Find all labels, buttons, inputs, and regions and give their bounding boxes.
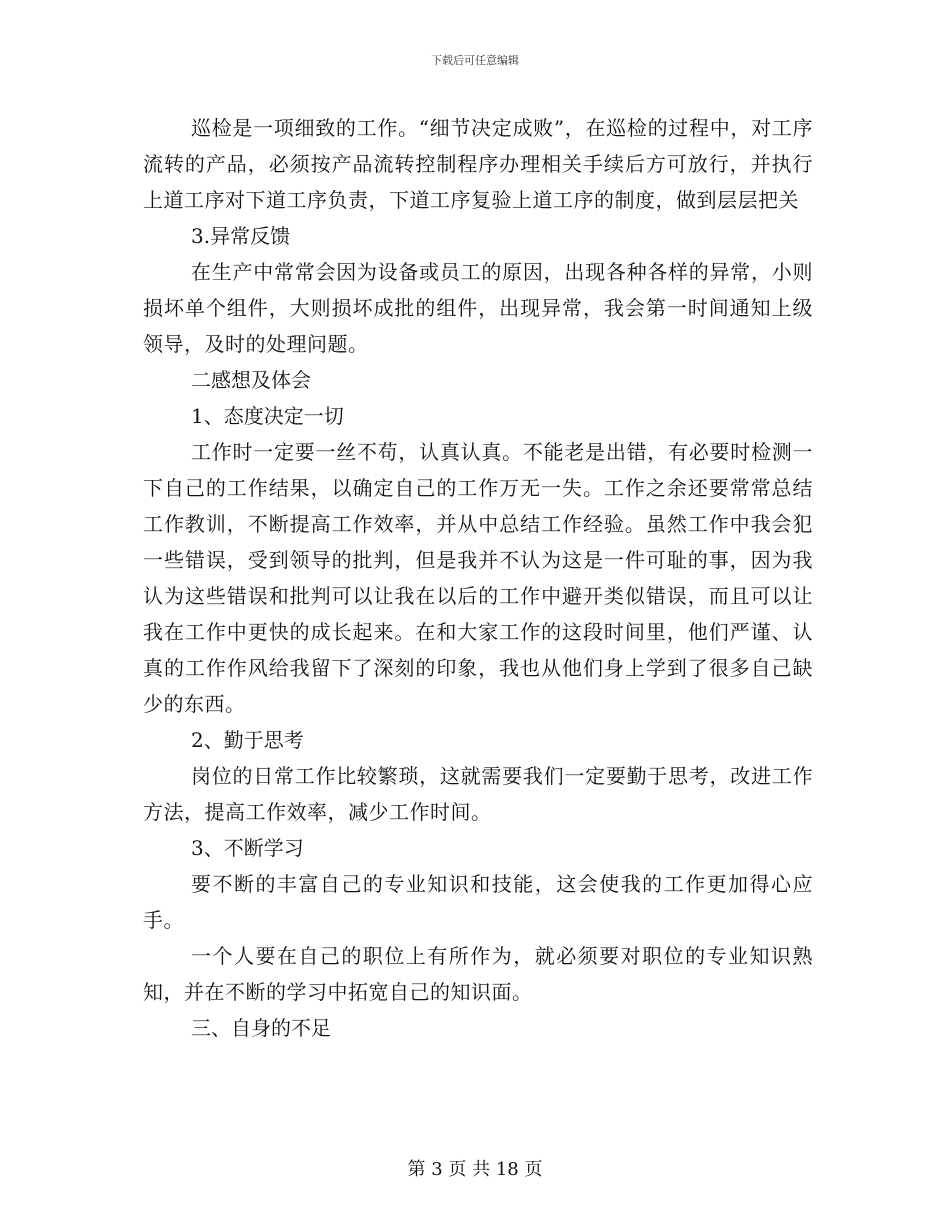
paragraph: 工作时一定要一丝不苟，认真认真。不能老是出错，有必要时检测一下自己的工作结果，以确定自己的工作万无一失。工作之余还要常常总结工作教训，不断提高工作效率，并从中总结工作经验。虽然工作中我会犯一些错误，受到领导的批判，但是我并不认为这是一件可耻的事，因为我认为这些错误和批判可以让我在以后的工作中避开类似错误，而且可以让我在工作中更快的成长起来。在和大家工作的这段时间里，他们严谨、认真的工作作风给我留下了深刻的印象，我也从他们身上学到了很多自己缺少的东西。 (143, 440, 813, 716)
paragraph: 巡检是一项细致的工作。“细节决定成败”，在巡检的过程中，对工序流转的产品，必须按产品流转控制程序办理相关手续后方可放行，并执行上道工序对下道工序负责，下道工序复验上道工序的制度，做到层层把关 (143, 116, 813, 212)
paragraph: 岗位的日常工作比较繁琐，这就需要我们一定要勤于思考，改进工作方法，提高工作效率，减少工作时间。 (143, 764, 813, 824)
paragraph: 一个人要在自己的职位上有所作为，就必须要对职位的专业知识熟知，并在不断的学习中拓宽自己的知识面。 (143, 944, 813, 1004)
section-heading: 1、态度决定一切 (191, 404, 344, 428)
paragraph: 要不断的丰富自己的专业知识和技能，这会使我的工作更加得心应手。 (143, 872, 813, 932)
section-heading: 二感想及体会 (191, 368, 311, 392)
section-heading: 3.异常反馈 (191, 224, 291, 248)
section-heading: 2、勤于思考 (191, 728, 304, 752)
page-number: 第 3 页 共 18 页 (407, 1159, 543, 1180)
section-heading: 三、自身的不足 (191, 1016, 331, 1040)
document-body (143, 110, 813, 1046)
paragraph: 在生产中常常会因为设备或员工的原因，出现各种各样的异常，小则损坏单个组件，大则损坏成批的组件，出现异常，我会第一时间通知上级领导，及时的处理问题。 (143, 260, 813, 356)
page-header: 下载后可任意编辑 (431, 54, 519, 67)
section-heading: 3、不断学习 (191, 836, 304, 860)
